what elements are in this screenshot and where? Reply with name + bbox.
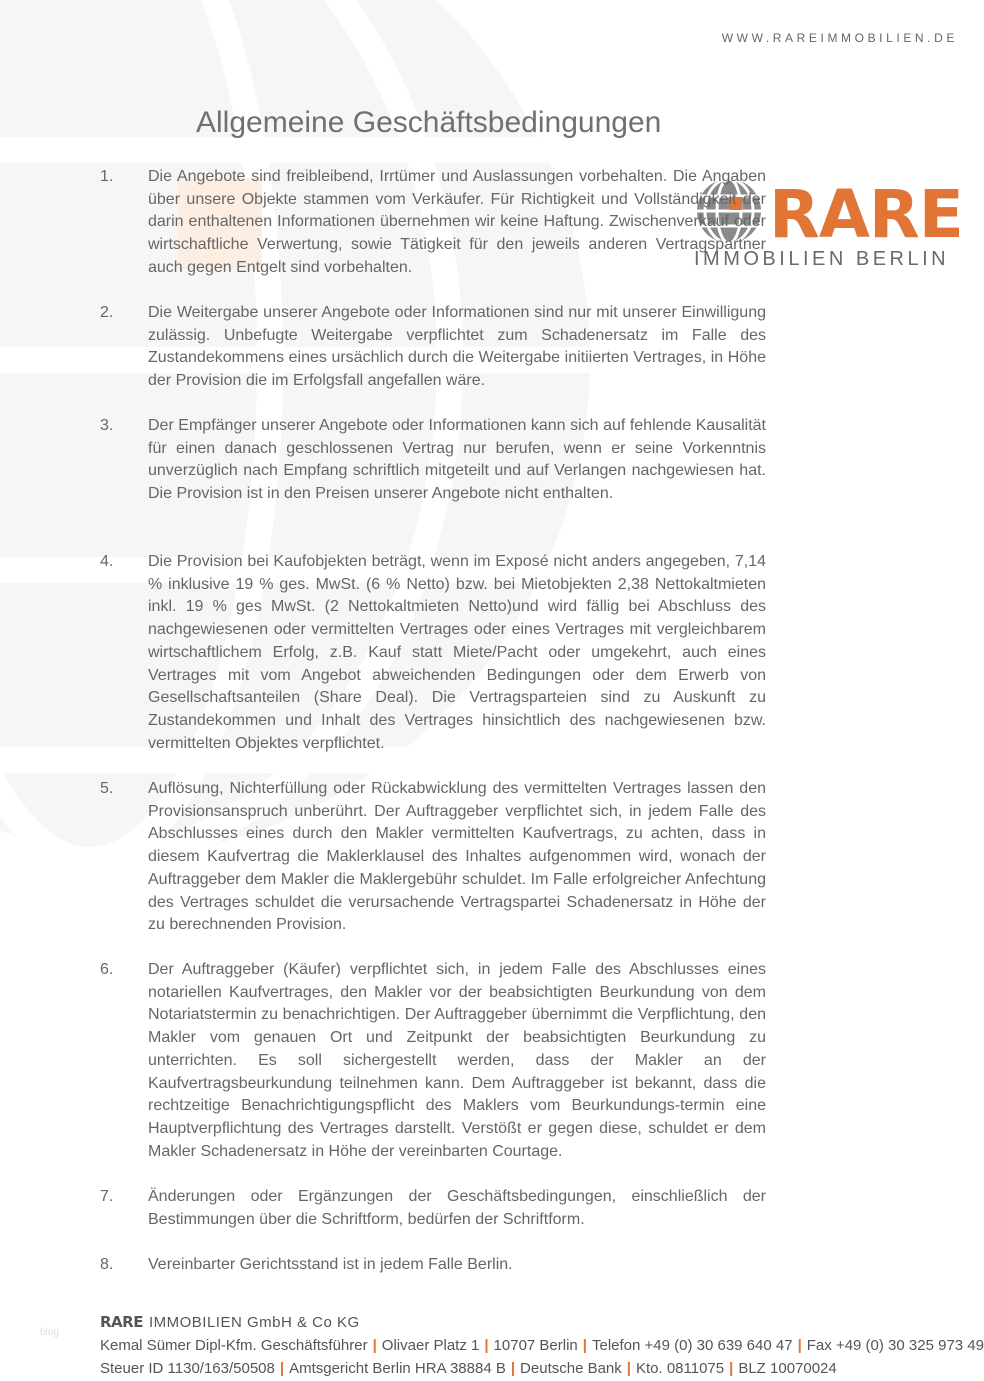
footer-court: Amtsgericht Berlin HRA 38884 B: [289, 1360, 506, 1377]
footer: [100, 1311, 984, 1380]
footer-company: [100, 1311, 984, 1334]
footer-bank: Deutsche Bank: [520, 1360, 622, 1377]
footer-separator: |: [626, 1360, 631, 1377]
term-text: Die Angebote sind freibleibend, Irrtümer und Auslassungen vorbehalten. Die Angaben über unsere Objekte stammen vom Verkäufer. Für Richtigkeit und Vollständigkeit der darin enthaltenen Informationen übernehmen wir keine Haftung. Zwischenverkauf oder wirtschaftliche Verwertung, sowie Tätigkeit für den jeweils anderen Vertragspartner auch gegen Entgelt sind vorbehalten.: [148, 168, 766, 276]
watermark-text: blog: [40, 1327, 59, 1338]
footer-street: Olivaer Platz 1: [381, 1337, 480, 1354]
term-number: 5.: [100, 780, 114, 797]
footer-blz: BLZ 10070024: [738, 1360, 837, 1377]
website-url: WWW.RAREIMMOBILIEN.DE: [721, 31, 958, 45]
footer-contact-line: [100, 1334, 984, 1357]
term-number: 6.: [100, 961, 114, 978]
footer-managing-director: Kemal Sümer Dipl-Kfm. Geschäftsführer: [100, 1337, 368, 1354]
footer-separator: |: [582, 1337, 587, 1354]
footer-separator: |: [484, 1337, 489, 1354]
footer-brand: RARE: [100, 1313, 143, 1331]
term-text: Änderungen oder Ergänzungen der Geschäftsbedingungen, einschließlich der Bestimmungen über die Schriftform, bedürfen der Schriftform.: [148, 1188, 766, 1228]
term-number: 3.: [100, 417, 114, 434]
page-title: Allgemeine Geschäftsbedingungen: [196, 106, 662, 140]
logo-subtitle: IMMOBILIEN BERLIN: [694, 248, 950, 270]
term-text: Vereinbarter Gerichtsstand ist in jedem Falle Berlin.: [148, 1256, 513, 1273]
footer-company-name: IMMOBILIEN GmbH & Co KG: [148, 1314, 360, 1331]
term-number: 4.: [100, 553, 114, 570]
term-text: Der Empfänger unserer Angebote oder Informationen kann sich auf fehlende Kausalität für einen danach geschlossenen Vertrag nur berufen, wenn er seine Vorkenntnis unverzüglich nach Empfang schriftlich mitgeteilt und auf Verlangen nachgewiesen hat. Die Provision ist in den Preisen unserer Angebote nicht enthalten.: [148, 417, 766, 503]
footer-account: Kto. 0811075: [635, 1360, 725, 1377]
term-text: Auflösung, Nichterfüllung oder Rückabwicklung des vermittelten Vertrages lassen den Provisionsanspruch unberührt. Der Auftraggeber verpflichtet sich, in jedem Falle des Abschlusses eines durch den Makler vermittelten Kaufvertrags, zu achten, dass in diesem Kaufvertrag die Maklerklausel des Inhaltes aufgenommen wird, wonach der Auftraggeber dem Makler die Maklergebühr schuldet. Im Falle erfolgreicher Anfechtung des Vertrages schuldet die verursachende Vertragspartei Schadenersatz in Höhe der zu berechnenden Provision.: [148, 780, 766, 934]
footer-tax-id: Steuer ID 1130/163/50508: [100, 1360, 275, 1377]
footer-separator: |: [279, 1360, 285, 1377]
footer-phone: Telefon +49 (0) 30 639 640 47: [591, 1337, 793, 1354]
term-text: Die Provision bei Kaufobjekten beträgt, wenn im Exposé nicht anders angegeben, 7,14 % inklusive 19 % ges. MwSt. (6 % Netto) bzw. bei Mietobjekten 2,38 Nettokaltmieten inkl. 19 % ges MwSt. (2 Nettokaltmieten Netto)und wird fällig bei Abschluss des nachgewiesenen oder vermittelten Vertrages oder eines Vertrages mit vergleichbarem wirtschaftlichem Erfolg, z.B. Kauf statt Miete/Pacht oder umgekehrt, auch eines Vertrages mit vom Angebot abweichenden Bedingungen oder dem Erwerb von Gesellschaftsanteilen (Share Deal). Die Vertragsparteien sind zu Auskunft zu Zustandekommen und Inhalt des Vertrages hinsichtlich des nachgewiesenen bzw. vermittelten Objektes verpflichtet.: [148, 553, 766, 752]
footer-separator: |: [797, 1337, 802, 1354]
term-number: 1.: [100, 168, 114, 185]
term-text: Der Auftraggeber (Käufer) verpflichtet sich, in jedem Falle des Abschlusses eines notariellen Kaufvertrages, den Makler vor der beabsichtigten Beurkundung von dem Notariatstermin zu benachrichtigen. Der Auftraggeber übernimmt die Verpflichtung, den Makler vom genauen Ort und Zeitpunkt der beabsichtigten Beurkundung zu unterrichten. Es soll sichergestellt werden, dass der Makler an der Kaufvertragsbeurkundung teilnehmen kann. Dem Auftraggeber ist bekannt, dass die rechtzeitige Benachrichtigungspflicht des Maklers vom Beurkundungs-termin eine Hauptverpflichtung des Vertrages darstellt. Verstößt er gegen diese, schuldet er dem Makler Schadenersatz in Höhe der vereinbarten Courtage.: [148, 961, 766, 1160]
logo-wordmark: RARE: [769, 176, 963, 253]
term-number: 8.: [100, 1256, 114, 1273]
footer-separator: |: [372, 1337, 377, 1354]
footer-separator: |: [729, 1360, 734, 1377]
term-number: 2.: [100, 304, 114, 321]
footer-registry-line: [100, 1357, 984, 1380]
footer-separator: |: [510, 1360, 516, 1377]
footer-fax: Fax +49 (0) 30 325 973 49: [806, 1337, 984, 1354]
term-text: Die Weitergabe unserer Angebote oder Informationen sind nur mit unserer Einwilligung zulässig. Unbefugte Weitergabe verpflichtet zum Schadenersatz im Falle des Zustandekommens eines ursächlich durch die Weitergabe initiierten Vertrages, in Höhe der Provision die im Erfolgsfall angefallen wäre.: [148, 304, 766, 390]
footer-city: 10707 Berlin: [493, 1337, 578, 1354]
term-number: 7.: [100, 1188, 114, 1205]
